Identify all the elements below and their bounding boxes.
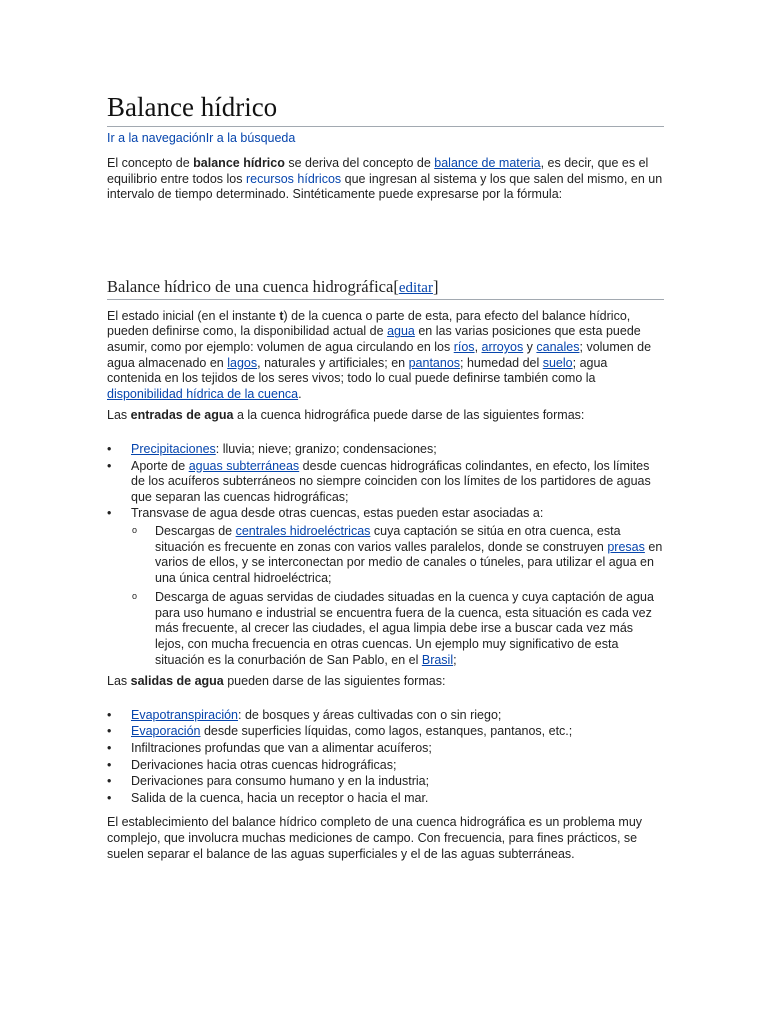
bold-term: entradas de agua bbox=[130, 408, 234, 423]
list-item bbox=[131, 524, 664, 586]
list-item bbox=[107, 459, 664, 506]
salidas-list bbox=[107, 708, 664, 807]
text: , bbox=[474, 339, 482, 354]
list-item bbox=[107, 506, 664, 668]
link-arroyos[interactable]: arroyos bbox=[481, 339, 524, 354]
text: Transvase de agua desde otras cuencas, estas pueden estar asociadas a: bbox=[131, 506, 544, 521]
intro-paragraph bbox=[107, 156, 664, 203]
list-item bbox=[107, 724, 664, 740]
text: y bbox=[523, 339, 537, 354]
link-precipitaciones[interactable]: Precipitaciones bbox=[131, 441, 216, 456]
section-heading-wrap bbox=[107, 276, 664, 300]
estado-inicial-paragraph bbox=[107, 309, 664, 403]
text: desde superficies líquidas, como lagos, estanques, pantanos, etc.; bbox=[200, 724, 573, 739]
link-lagos[interactable]: lagos bbox=[227, 355, 258, 370]
list-item bbox=[131, 590, 664, 668]
text: desde cuencas hidrográficas colindantes, en efecto, los límites de los acuíferos subterráneos no siempre coinciden con los límites de los partidores de aguas que separan las cuencas hidrográficas; bbox=[131, 458, 651, 504]
link-recursos-hidricos[interactable]: recursos hídricos bbox=[245, 171, 342, 186]
text: : lluvia; nieve; granizo; condensaciones; bbox=[215, 441, 437, 456]
text: que ingresan al sistema y los que salen del mismo, en un intervalo de tiempo determinado. Sintéticamente puede expresarse por la fórmula: bbox=[107, 171, 663, 202]
link-aguas-subterraneas[interactable]: aguas subterráneas bbox=[188, 458, 300, 473]
text: . bbox=[298, 386, 302, 401]
text: pueden darse de las siguientes formas: bbox=[223, 674, 446, 689]
text: en varios de ellos, y se interconectan por medio de canales o túneles, para utilizar el agua en una única central hidroeléctrica; bbox=[155, 539, 663, 585]
link-centrales-hidroelectricas[interactable]: centrales hidroeléctricas bbox=[235, 523, 371, 538]
skip-to-search-link[interactable]: Ir a la búsqueda bbox=[205, 131, 296, 145]
link-suelo[interactable]: suelo bbox=[542, 355, 573, 370]
text: ) de la cuenca o parte de esta, para efecto del balance hídrico, pueden definirse como, la disponibilidad actual de bbox=[107, 308, 631, 339]
text: Las bbox=[107, 408, 131, 423]
section-heading-text: Balance hídrico de una cuenca hidrográfica bbox=[107, 276, 394, 296]
link-agua[interactable]: agua bbox=[387, 324, 415, 339]
edit-section-link[interactable]: editar bbox=[398, 279, 433, 296]
bracket: ] bbox=[432, 276, 439, 296]
article bbox=[107, 88, 664, 862]
closing-paragraph: El establecimiento del balance hídrico completo de una cuenca hidrográfica es un problema muy complejo, que involucra muchas mediciones de campo. Con frecuencia, para fines prácticos, se suelen separar el balance de las aguas superficiales y el de las aguas subterráneas. bbox=[107, 815, 643, 861]
bold-term: salidas de agua bbox=[130, 674, 224, 689]
text: El estado inicial (en el instante bbox=[107, 308, 280, 323]
list-item bbox=[107, 708, 664, 724]
text: Aporte de bbox=[131, 458, 189, 473]
text: : de bosques y áreas cultivadas con o sin riego; bbox=[238, 707, 502, 722]
link-evaporacion[interactable]: Evaporación bbox=[131, 724, 201, 739]
bold-term: t bbox=[279, 308, 284, 323]
text: en las varias posiciones que esta puede asumir, como por ejemplo: volumen de agua circulando en los bbox=[107, 324, 641, 354]
link-disponibilidad-hidrica[interactable]: disponibilidad hídrica de la cuenca bbox=[107, 386, 299, 401]
link-balance-de-materia[interactable]: balance de materia bbox=[434, 156, 541, 170]
entradas-list bbox=[107, 442, 664, 668]
text: cuya captación se sitúa en otra cuenca, esta situación es frecuente en zonas con varios valles paralelos, donde se construyen bbox=[155, 523, 621, 554]
link-pantanos[interactable]: pantanos bbox=[408, 355, 461, 370]
entradas-intro bbox=[107, 408, 664, 424]
section-heading bbox=[107, 276, 664, 300]
list-item bbox=[107, 442, 664, 458]
salidas-intro bbox=[107, 674, 664, 690]
text: , es decir, que es el equilibrio entre todos los bbox=[107, 156, 649, 186]
skip-to-navigation-link[interactable]: Ir a la navegación bbox=[107, 131, 206, 145]
text: ; volumen de agua almacenado en bbox=[107, 339, 652, 370]
list-item: • Infiltraciones profundas que van a alimentar acuíferos; bbox=[107, 741, 664, 757]
link-presas[interactable]: presas bbox=[607, 539, 645, 554]
list-item: • Derivaciones hacia otras cuencas hidrográficas; bbox=[107, 758, 664, 774]
text: Descargas de bbox=[155, 523, 236, 538]
text: ; humedad del bbox=[460, 355, 543, 370]
text: ; bbox=[453, 652, 457, 667]
skip-links bbox=[107, 130, 664, 147]
text: a la cuenca hidrográfica puede darse de las siguientes formas: bbox=[233, 408, 585, 423]
link-evapotranspiracion[interactable]: Evapotranspiración bbox=[131, 707, 239, 722]
text: El concepto de bbox=[107, 156, 194, 170]
transvase-sublist bbox=[131, 524, 664, 668]
text: se deriva del concepto de bbox=[284, 156, 435, 170]
link-brasil[interactable]: Brasil bbox=[421, 652, 454, 667]
text: , naturales y artificiales; en bbox=[257, 355, 409, 370]
link-canales[interactable]: canales bbox=[536, 339, 580, 354]
bracket: [ bbox=[393, 276, 399, 296]
page-title: Balance hídrico bbox=[107, 88, 664, 127]
text: Las bbox=[107, 674, 131, 689]
link-rios[interactable]: ríos bbox=[453, 339, 475, 354]
bold-term: balance hídrico bbox=[193, 156, 285, 170]
text: ; agua contenida en los tejidos de los seres vivos; todo lo cual puede definirse también como la bbox=[107, 355, 608, 386]
list-item: • Salida de la cuenca, hacia un receptor o hacia el mar. bbox=[107, 791, 664, 807]
list-item: • Derivaciones para consumo humano y en la industria; bbox=[107, 774, 664, 790]
text: Descarga de aguas servidas de ciudades situadas en la cuenca y cuya captación de agua para uso humano e industrial se encuentra fuera de la cuenca, esta situación es cada vez más frecuente, al crecer las ciudades, el agua limpia debe irse a buscar cada vez más lejos, con mucha frecuencia en otras cuencas. Un ejemplo muy significativo de esta situación es la conurbación de San Pablo, en el bbox=[155, 590, 654, 667]
